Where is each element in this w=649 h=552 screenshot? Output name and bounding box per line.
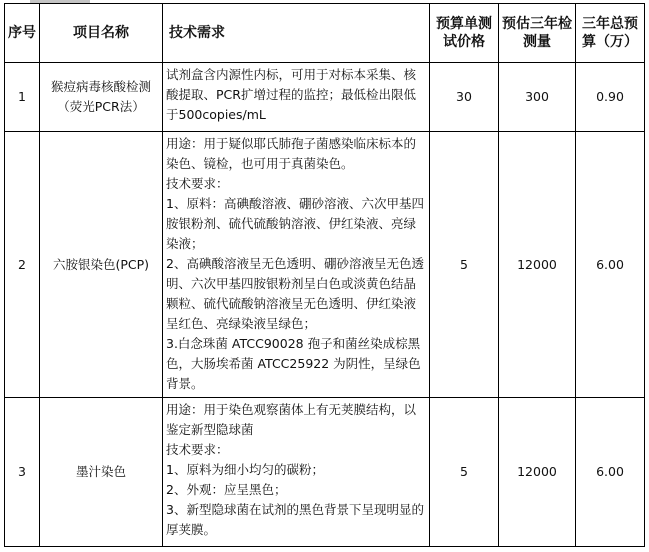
requirement-line: 2、外观：应呈黑色； bbox=[166, 482, 287, 497]
requirement-line: 1、原料：高碘酸溶液、硼砂溶液、六次甲基四胺银粉剂、硫代硫酸钠溶液、伊红染液、亮绿染液； bbox=[166, 196, 424, 251]
row-unit-price: 5 bbox=[430, 398, 499, 547]
requirement-line: 3.白念珠菌 ATCC90028 孢子和菌丝染成棕黑色，大肠埃希菌 ATCC25922 为阴性，呈绿色背景。 bbox=[166, 336, 421, 391]
header-project-name: 项目名称 bbox=[40, 4, 163, 63]
table-row bbox=[5, 398, 645, 547]
requirement-line: 2、高碘酸溶液呈无色透明、硼砂溶液呈无色透明、六次甲基四胺银粉剂呈白色或淡黄色结晶颗粒、硫代硫酸钠溶液呈无色透明、伊红染液呈红色、亮绿染液呈绿色； bbox=[166, 256, 424, 331]
row-total-budget: 0.90 bbox=[576, 63, 645, 132]
row-estimated-volume: 300 bbox=[499, 63, 576, 132]
table-row bbox=[5, 132, 645, 398]
row-unit-price: 5 bbox=[430, 132, 499, 398]
row-estimated-volume: 12000 bbox=[499, 132, 576, 398]
requirement-line: 1、原料为细小均匀的碳粉； bbox=[166, 462, 324, 477]
table-row bbox=[5, 63, 645, 132]
header-index: 序号 bbox=[5, 4, 40, 63]
row-technical-requirement bbox=[163, 132, 430, 398]
requirement-line: 试剂盒含内源性内标，可用于对标本采集、核酸提取、PCR扩增过程的监控；最低检出限低于500copies/mL bbox=[166, 67, 417, 122]
row-total-budget: 6.00 bbox=[576, 132, 645, 398]
row-index: 3 bbox=[5, 398, 40, 547]
row-estimated-volume: 12000 bbox=[499, 398, 576, 547]
table-header-row bbox=[5, 4, 645, 63]
header-estimated-volume: 预估三年检测量 bbox=[499, 4, 576, 63]
row-project-name: 六胺银染色(PCP) bbox=[40, 132, 163, 398]
row-index: 1 bbox=[5, 63, 40, 132]
row-unit-price: 30 bbox=[430, 63, 499, 132]
row-total-budget: 6.00 bbox=[576, 398, 645, 547]
header-total-budget: 三年总预算（万） bbox=[576, 4, 645, 63]
requirement-line: 技术要求： bbox=[166, 176, 229, 191]
row-project-name: 墨汁染色 bbox=[40, 398, 163, 547]
row-technical-requirement bbox=[163, 398, 430, 547]
header-unit-price: 预算单测试价格 bbox=[430, 4, 499, 63]
requirement-line: 技术要求： bbox=[166, 442, 229, 457]
requirement-line: 3、新型隐球菌在试剂的黑色背景下呈现明显的厚荚膜。 bbox=[166, 502, 424, 537]
row-technical-requirement bbox=[163, 63, 430, 132]
header-technical-requirement: 技术需求 bbox=[163, 4, 430, 63]
row-index: 2 bbox=[5, 132, 40, 398]
procurement-requirements-table bbox=[4, 3, 645, 547]
requirement-line: 用途：用于染色观察菌体上有无荚膜结构，以鉴定新型隐球菌 bbox=[166, 402, 417, 437]
requirement-line: 用途：用于疑似耶氏肺孢子菌感染临床标本的染色、镜检，也可用于真菌染色。 bbox=[166, 136, 417, 171]
row-project-name: 猴痘病毒核酸检测（荧光PCR法） bbox=[40, 63, 163, 132]
